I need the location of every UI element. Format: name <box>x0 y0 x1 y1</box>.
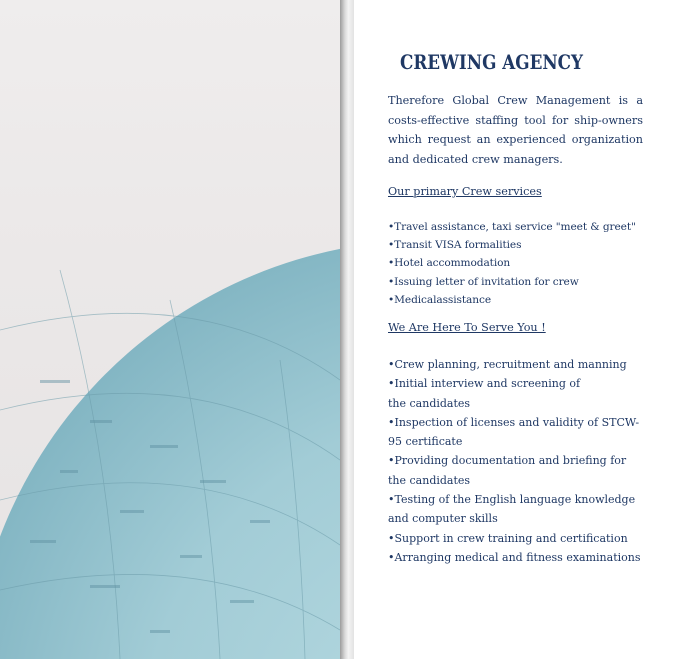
page-title: CREWING AGENCY <box>400 51 584 74</box>
list-item: •Testing of the English language knowledge and computer skills <box>388 493 636 526</box>
list-item: •Support in crew training and certification <box>388 531 628 545</box>
list-item: •Issuing letter of invitation for crew <box>388 275 579 288</box>
page-divider <box>340 0 354 659</box>
list-item: •Inspection of licenses and validity of STCW-95 certificate <box>388 415 640 449</box>
list-item: •Transit VISA formalities <box>388 239 522 252</box>
serve-list <box>388 355 650 567</box>
list-item: •Travel assistance, taxi service "meet & greet" <box>388 221 636 233</box>
services-list <box>388 218 650 309</box>
list-item: •Providing documentation and briefing for the candidates <box>388 454 627 487</box>
list-item: •Initial interview and screening of the candidates <box>388 377 581 410</box>
serve-heading: We Are Here To Serve You ! <box>388 321 546 334</box>
list-item: •Hotel accommodation <box>388 257 511 270</box>
list-item: •Medicalassistance <box>388 293 491 306</box>
list-item: •Arranging medical and fitness examinations <box>388 550 641 564</box>
list-item: •Crew planning, recruitment and manning <box>388 358 627 371</box>
services-heading: Our primary Crew services <box>388 185 542 198</box>
intro-paragraph: Therefore Global Crew Management is a costs-effective staffing tool for ship-owners which request an experienced organization and dedicated crew managers. <box>388 94 643 166</box>
